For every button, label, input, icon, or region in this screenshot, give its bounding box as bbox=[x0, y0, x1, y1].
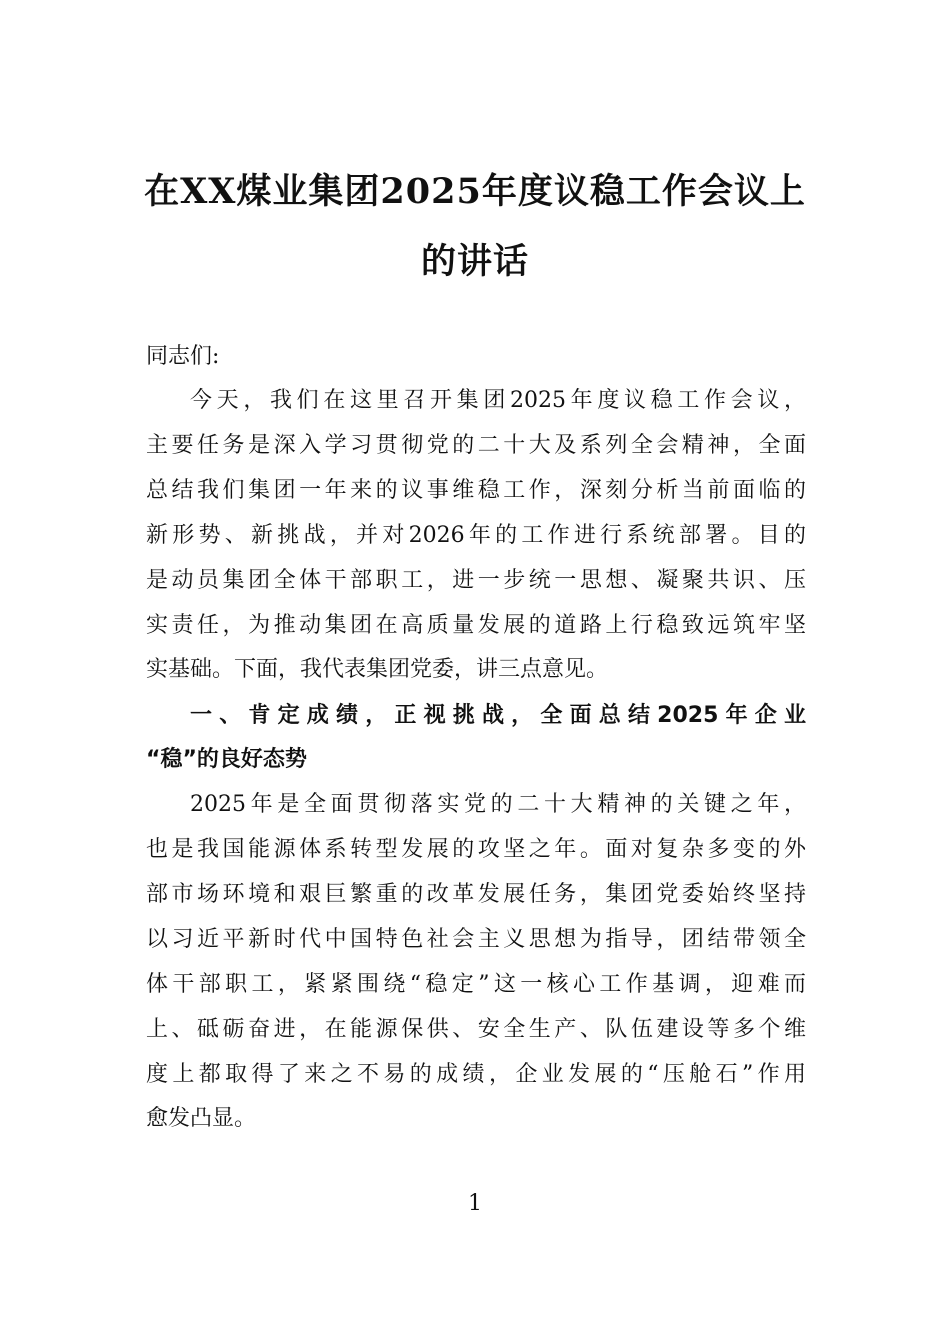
paragraph1-line: 总结我们集团一年来的议事维稳工作，深刻分析当前面临的 bbox=[146, 478, 806, 503]
paragraph2-line: 以习近平新时代中国特色社会主义思想为指导，团结带领全 bbox=[146, 927, 806, 952]
salutation: 同志们: bbox=[146, 344, 220, 369]
paragraph1-line: 是动员集团全体干部职工，进一步统一思想、凝聚共识、压 bbox=[146, 568, 806, 593]
paragraph2-line: 2025年是全面贯彻落实党的二十大精神的关键之年， bbox=[190, 792, 806, 817]
page-number: 1 bbox=[468, 1191, 482, 1216]
paragraph1-line: 今天，我们在这里召开集团2025年度议稳工作会议， bbox=[190, 388, 806, 413]
paragraph1-line: 主要任务是深入学习贯彻党的二十大及系列全会精神，全面 bbox=[146, 433, 806, 458]
paragraph1-line: 新形势、新挑战，并对2026年的工作进行系统部署。目的 bbox=[146, 523, 806, 548]
paragraph1-line: 实基础。下面，我代表集团党委，讲三点意见。 bbox=[146, 657, 609, 682]
paragraph1-line: 实责任，为推动集团在高质量发展的道路上行稳致远筑牢坚 bbox=[146, 613, 806, 638]
paragraph2-line: 上、砥砺奋进，在能源保供、安全生产、队伍建设等多个维 bbox=[146, 1017, 806, 1042]
paragraph2-line: 愈发凸显。 bbox=[146, 1106, 257, 1131]
section-heading-line: 一、肯定成绩，正视挑战，全面总结2025年企业 bbox=[190, 703, 806, 728]
section-heading-line: “稳”的良好态势 bbox=[146, 747, 307, 772]
paragraph2-line: 部市场环境和艰巨繁重的改革发展任务，集团党委始终坚持 bbox=[146, 882, 806, 907]
paragraph2-line: 度上都取得了来之不易的成绩，企业发展的“压舱石”作用 bbox=[146, 1062, 806, 1087]
title-line-2: 的讲话 bbox=[420, 241, 529, 282]
title-line-1: 在XX煤业集团2025年度议稳工作会议上 bbox=[144, 171, 806, 212]
paragraph2-line: 也是我国能源体系转型发展的攻坚之年。面对复杂多变的外 bbox=[146, 837, 806, 862]
paragraph2-line: 体干部职工，紧紧围绕“稳定”这一核心工作基调，迎难而 bbox=[146, 972, 806, 997]
